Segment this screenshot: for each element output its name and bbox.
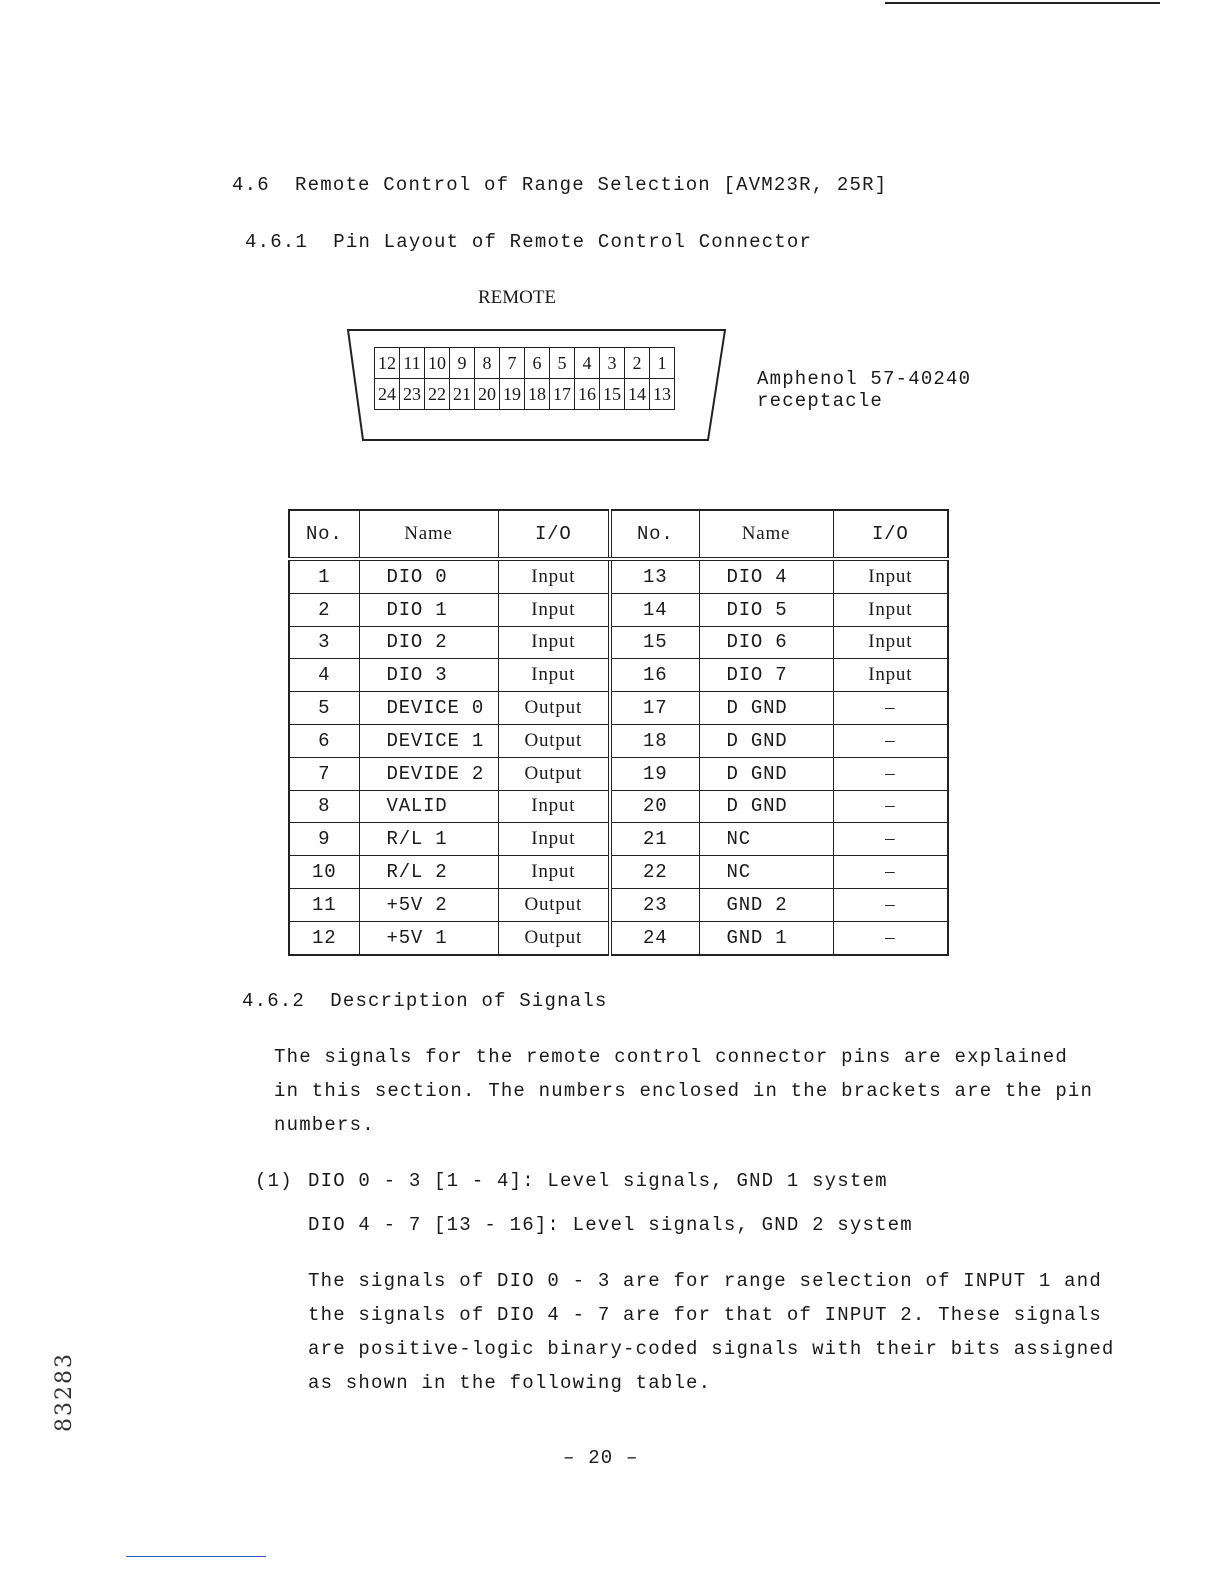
pin-number-cell: 9	[289, 823, 359, 856]
body-line: The signals of DIO 0 - 3 are for range selection of INPUT 1 and	[308, 1270, 1102, 1292]
io-cell: –	[833, 856, 948, 889]
signal-name-cell: DIO 1	[359, 593, 498, 626]
pin-cell: 5	[550, 348, 575, 379]
pin-cell: 19	[500, 379, 525, 410]
io-cell: Input	[498, 593, 610, 626]
pin-cell: 21	[450, 379, 475, 410]
signal-name-cell: GND 2	[699, 888, 833, 921]
pin-cell: 15	[600, 379, 625, 410]
signal-name-cell: VALID	[359, 790, 498, 823]
signal-name-cell: D GND	[699, 724, 833, 757]
subsection-1-title: Pin Layout of Remote Control Connector	[333, 231, 813, 253]
io-cell: Output	[498, 692, 610, 725]
section-title: Remote Control of Range Selection [AVM23R, 25R]	[295, 174, 888, 196]
signal-name-cell: +5V 2	[359, 888, 498, 921]
signal-name-cell: DEVICE 1	[359, 724, 498, 757]
connector-pin-grid	[374, 347, 675, 410]
io-cell: Input	[498, 790, 610, 823]
table-row	[289, 790, 948, 823]
signal-name-cell: R/L 1	[359, 823, 498, 856]
table-row	[289, 692, 948, 725]
item-1-marker: (1)	[255, 1170, 293, 1192]
body-line: the signals of DIO 4 - 7 are for that of INPUT 2. These signals	[308, 1304, 1102, 1326]
io-cell: Input	[833, 626, 948, 659]
signal-name-cell: DEVIDE 2	[359, 757, 498, 790]
pin-number-cell: 20	[610, 790, 699, 823]
intro-line: in this section. The numbers enclosed in the brackets are the pin	[274, 1080, 1094, 1102]
top-edge-rule	[885, 2, 1160, 4]
io-cell: Output	[498, 724, 610, 757]
body-paragraph	[308, 1264, 1115, 1400]
intro-paragraph	[274, 1040, 1093, 1142]
connector-top-row	[375, 348, 675, 379]
io-cell: Input	[498, 856, 610, 889]
pin-number-cell: 1	[289, 559, 359, 593]
signal-name-cell: DIO 6	[699, 626, 833, 659]
io-cell: –	[833, 823, 948, 856]
handwritten-margin-note: 83283	[52, 1352, 77, 1432]
intro-line: The signals for the remote control connector pins are explained	[274, 1046, 1068, 1068]
signal-name-cell: DIO 3	[359, 659, 498, 692]
signal-name-cell: D GND	[699, 757, 833, 790]
item-1-line-2: DIO 4 - 7 [13 - 16]: Level signals, GND 2 system	[308, 1214, 913, 1236]
pin-cell: 24	[375, 379, 400, 410]
pin-cell: 22	[425, 379, 450, 410]
io-cell: Output	[498, 888, 610, 921]
pin-number-cell: 19	[610, 757, 699, 790]
signal-name-cell: GND 1	[699, 921, 833, 954]
pin-number-cell: 16	[610, 659, 699, 692]
table-row	[289, 823, 948, 856]
pin-cell: 3	[600, 348, 625, 379]
io-cell: Input	[833, 593, 948, 626]
connector-bottom-row	[375, 379, 675, 410]
pin-number-cell: 12	[289, 921, 359, 954]
header-io: I/O	[833, 510, 948, 559]
table-row	[289, 559, 948, 593]
intro-line: numbers.	[274, 1114, 375, 1136]
page-number: – 20 –	[563, 1447, 639, 1469]
pin-number-cell: 4	[289, 659, 359, 692]
table-header-row	[289, 510, 948, 559]
pin-number-cell: 3	[289, 626, 359, 659]
pin-number-cell: 8	[289, 790, 359, 823]
table-body	[289, 559, 948, 955]
subsection-2-title: Description of Signals	[330, 990, 608, 1012]
signal-name-cell: NC	[699, 823, 833, 856]
signal-name-cell: R/L 2	[359, 856, 498, 889]
signal-name-cell: DIO 4	[699, 559, 833, 593]
signal-name-cell: +5V 1	[359, 921, 498, 954]
pin-cell: 9	[450, 348, 475, 379]
signal-name-cell: DIO 2	[359, 626, 498, 659]
pin-number-cell: 2	[289, 593, 359, 626]
pin-number-cell: 17	[610, 692, 699, 725]
io-cell: Input	[498, 659, 610, 692]
signal-name-cell: DIO 5	[699, 593, 833, 626]
pin-cell: 17	[550, 379, 575, 410]
io-cell: Input	[498, 559, 610, 593]
connector-part-type: receptacle	[757, 390, 884, 412]
io-cell: Input	[498, 823, 610, 856]
pin-number-cell: 6	[289, 724, 359, 757]
io-cell: –	[833, 921, 948, 954]
pin-cell: 7	[500, 348, 525, 379]
signal-name-cell: DIO 0	[359, 559, 498, 593]
signal-name-cell: DEVICE 0	[359, 692, 498, 725]
signal-name-cell: D GND	[699, 692, 833, 725]
pin-cell: 8	[475, 348, 500, 379]
table-row	[289, 921, 948, 954]
pin-number-cell: 14	[610, 593, 699, 626]
pin-number-cell: 24	[610, 921, 699, 954]
table-row	[289, 659, 948, 692]
signal-name-cell: DIO 7	[699, 659, 833, 692]
body-line: as shown in the following table.	[308, 1372, 712, 1394]
table-row	[289, 724, 948, 757]
pin-cell: 11	[400, 348, 425, 379]
io-cell: Input	[833, 559, 948, 593]
header-no: No.	[610, 510, 699, 559]
bottom-edge-rule	[126, 1556, 266, 1557]
header-name: Name	[359, 510, 498, 559]
signal-name-cell: NC	[699, 856, 833, 889]
io-cell: Output	[498, 921, 610, 954]
io-cell: Input	[498, 626, 610, 659]
io-cell: –	[833, 724, 948, 757]
table-row	[289, 757, 948, 790]
pin-cell: 20	[475, 379, 500, 410]
connector-part-number: Amphenol 57-40240	[757, 368, 972, 390]
pin-cell: 12	[375, 348, 400, 379]
subsection-heading-2	[242, 990, 607, 1012]
subsection-2-number: 4.6.2	[242, 990, 306, 1012]
io-cell: Input	[833, 659, 948, 692]
io-cell: –	[833, 888, 948, 921]
subsection-1-number: 4.6.1	[245, 231, 309, 253]
pin-number-cell: 13	[610, 559, 699, 593]
pin-cell: 14	[625, 379, 650, 410]
header-no: No.	[289, 510, 359, 559]
pin-cell: 23	[400, 379, 425, 410]
pin-cell: 13	[650, 379, 675, 410]
pin-number-cell: 5	[289, 692, 359, 725]
table-row	[289, 593, 948, 626]
pin-cell: 4	[575, 348, 600, 379]
subsection-heading-1	[245, 231, 812, 253]
io-cell: –	[833, 757, 948, 790]
pin-number-cell: 18	[610, 724, 699, 757]
pin-number-cell: 10	[289, 856, 359, 889]
io-cell: Output	[498, 757, 610, 790]
pin-cell: 6	[525, 348, 550, 379]
signal-name-cell: D GND	[699, 790, 833, 823]
pin-cell: 2	[625, 348, 650, 379]
io-cell: –	[833, 790, 948, 823]
item-1-line-1: DIO 0 - 3 [1 - 4]: Level signals, GND 1 system	[308, 1170, 888, 1192]
table-row	[289, 626, 948, 659]
pin-number-cell: 11	[289, 888, 359, 921]
pin-cell: 1	[650, 348, 675, 379]
body-line: are positive-logic binary-coded signals with their bits assigned	[308, 1338, 1115, 1360]
pin-cell: 16	[575, 379, 600, 410]
connector-label: REMOTE	[478, 287, 557, 308]
pin-cell: 10	[425, 348, 450, 379]
pin-number-cell: 7	[289, 757, 359, 790]
io-cell: –	[833, 692, 948, 725]
table-row	[289, 856, 948, 889]
table-row	[289, 888, 948, 921]
pin-number-cell: 23	[610, 888, 699, 921]
pin-cell: 18	[525, 379, 550, 410]
pin-number-cell: 15	[610, 626, 699, 659]
section-heading	[232, 174, 887, 196]
section-number: 4.6	[232, 174, 270, 196]
pin-assignment-table	[288, 509, 949, 956]
header-io: I/O	[498, 510, 610, 559]
header-name: Name	[699, 510, 833, 559]
pin-number-cell: 21	[610, 823, 699, 856]
pin-number-cell: 22	[610, 856, 699, 889]
